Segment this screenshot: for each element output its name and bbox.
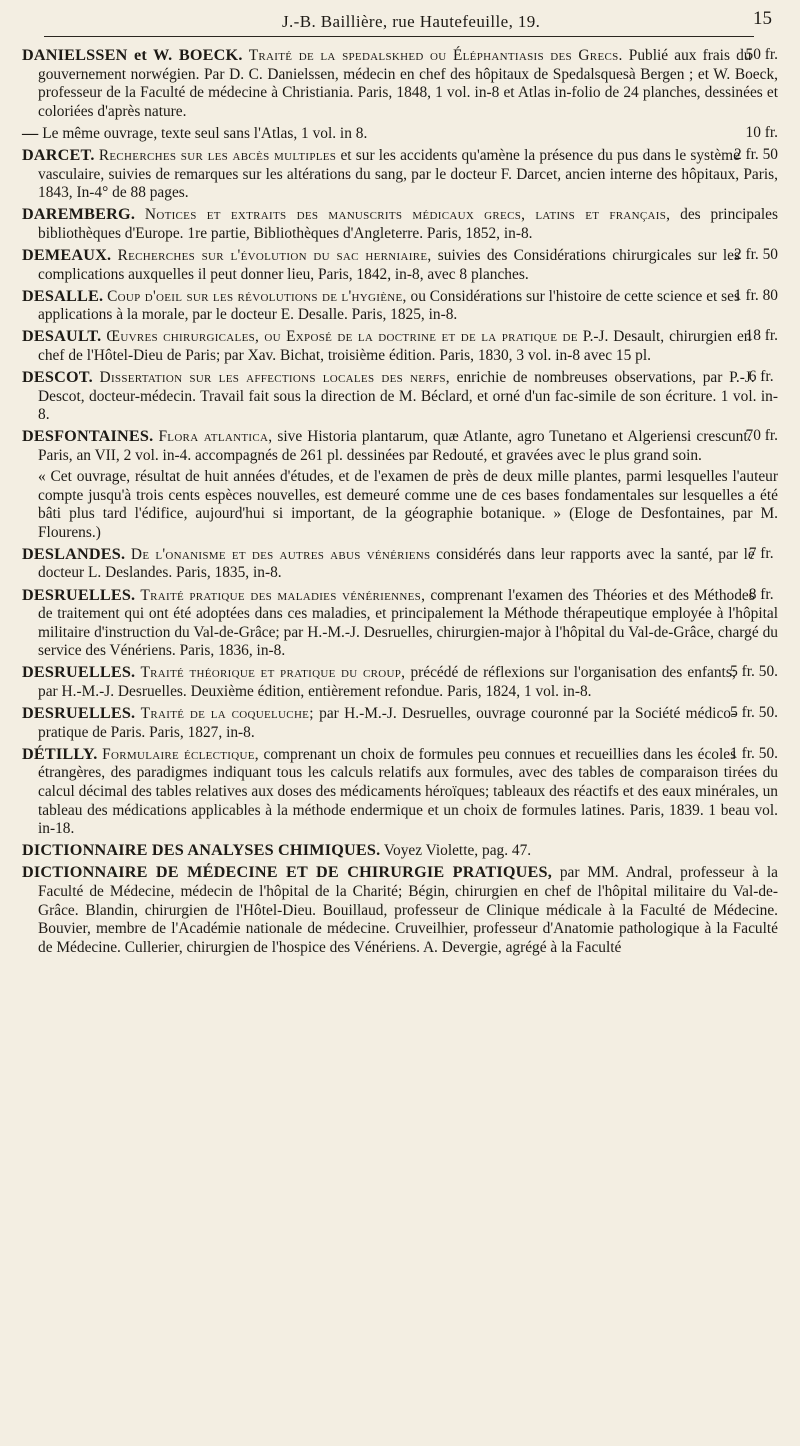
review-quote bbox=[22, 468, 778, 542]
entry-author: DESAULT. bbox=[22, 327, 102, 346]
entry-price: 70 fr. bbox=[745, 427, 778, 445]
entry-description: Publié aux frais du gouvernement norwégien. Par D. C. Danielssen, médecin en chef des hôpitaux de Spedalsquesà Bergen ; et W. Boeck, professeur de la Faculté de médecine à Christiania. Paris, 1848, 1 vol. in-8 et Atlas in-folio de 24 planches, dessinées et coloriées d'après nature. bbox=[38, 47, 778, 120]
entry-description: précédé de réflexions sur l'organisation des enfants; par H.-M.-J. Desruelles. Deuxième édition, entièrement refondue. Paris, 1824, 1 vol. in-8. bbox=[38, 664, 737, 700]
entry-author: DESLANDES. bbox=[22, 544, 126, 563]
entry-author: — bbox=[22, 123, 39, 142]
entry-title: De l'onanisme et des autres abus vénériens bbox=[130, 545, 431, 563]
catalogue-entry bbox=[22, 704, 778, 742]
entry-author: DARCET. bbox=[22, 145, 95, 164]
entry-title: Notices et extraits des manuscrits médicaux grecs, latins et français, bbox=[144, 206, 671, 224]
catalogue-entry bbox=[22, 287, 778, 325]
entry-author: DESRUELLES. bbox=[22, 704, 136, 723]
catalogue-entry bbox=[22, 586, 778, 661]
entry-title: Traité théorique et pratique du croup, bbox=[140, 664, 406, 682]
catalogue-entry bbox=[22, 663, 778, 701]
entry-title: Traité de la coqueluche; bbox=[140, 705, 314, 723]
entry-author: DÉTILLY. bbox=[22, 744, 98, 763]
entry-description: sive Historia plantarum, quæ Atlante, agro Tunetano et Algeriensi crescunt. Paris, an VII, 2 vol. in-4. accompagnés de 261 pl. dessinées par Redouté, et gravées avec le plus grand soin. bbox=[38, 428, 752, 464]
entry-description: et sur les accidents qu'amène la présence du pus dans le système vasculaire, suivies de remarques sur les altérations du sang, par le docteur F. Darcet, ancien interne des hôpitaux, Paris, 1843, In-4° de 88 pages. bbox=[38, 146, 778, 202]
entry-author: DESALLE. bbox=[22, 286, 104, 305]
entry-author: DAREMBERG. bbox=[22, 205, 136, 224]
entry-description: par MM. Andral, professeur à la Faculté de Médecine, médecin de l'hôpital de la Charité; Bégin, chirurgien en chef de l'hôpital militaire du Val-de-Grâce. Blandin, chirurgien de l'Hôtel-Dieu. Bouillaud, professeur de Clinique médicale à la Faculté de Médecine. Bouvier, membre de l'Académie nationale de médecine. Cruveilhier, professeur d'Anatomie pathologique à la Faculté de Médecine. Cullerier, chirurgien de l'hospice des Vénériens. A. Devergie, agrégé à la Faculté bbox=[38, 864, 778, 956]
entry-title: Flora atlantica, bbox=[158, 428, 273, 446]
running-head: J.-B. Baillière, rue Hautefeuille, 19. bbox=[282, 12, 541, 31]
entry-title: Traité pratique des maladies vénériennes, bbox=[140, 586, 426, 604]
entry-title: Formulaire éclectique, bbox=[102, 745, 259, 763]
catalogue-entry bbox=[22, 545, 778, 583]
entry-price: 5 fr. 50. bbox=[730, 704, 778, 722]
entry-price: 5 fr. 50. bbox=[730, 663, 778, 681]
entry-author: DICTIONNAIRE DES ANALYSES CHIMIQUES. bbox=[22, 841, 381, 860]
entry-title: Traité de la spedalskhed ou Éléphantiasis des Grecs. bbox=[248, 47, 623, 64]
page-header bbox=[22, 8, 778, 44]
entry-description: ou Considérations sur l'histoire de cette science et ses applications à la morale, par le docteur E. Desalle. Paris, 1825, in-8. bbox=[38, 287, 740, 324]
entry-description: par H.-M.-J. Desruelles, ouvrage couronné par la Société médico-pratique de Paris. Paris, 1827, in-8. bbox=[38, 705, 737, 741]
entry-price: 50 fr. bbox=[745, 46, 778, 63]
entry-price: 6 fr. bbox=[748, 368, 774, 385]
catalogue-entry bbox=[22, 205, 778, 243]
entry-price: 18 fr. bbox=[745, 327, 778, 345]
entry-price: 10 fr. bbox=[745, 123, 778, 141]
entry-description: P.-J. Desault, chirurgien en chef de l'Hôtel-Dieu de Paris; par Xav. Bichat, troisième édition. Paris, 1830, 3 vol. in-8 avec 15 pl. bbox=[38, 328, 752, 364]
catalogue-entry bbox=[22, 146, 778, 203]
entry-price: 2 fr. 50 bbox=[733, 245, 778, 263]
entry-description: des principales bibliothèques d'Europe. 1re partie, Bibliothèques d'Angleterre. Paris, 1852, in-8. bbox=[38, 206, 778, 242]
catalogue-entry bbox=[22, 246, 778, 284]
entry-title: Coup d'oeil sur les révolutions de l'hygiène, bbox=[107, 287, 407, 305]
catalogue-entry bbox=[22, 427, 778, 465]
entry-description: Voyez Violette, pag. 47. bbox=[383, 842, 532, 860]
entry-author: DICTIONNAIRE DE MÉDECINE ET DE CHIRURGIE PRATIQUES, bbox=[22, 863, 552, 882]
entry-price: 1 fr. 50. bbox=[730, 744, 778, 762]
entry-price: 7 fr. bbox=[748, 544, 774, 562]
catalogue-entry bbox=[22, 46, 778, 121]
catalogue-entry bbox=[22, 124, 778, 144]
catalogue-entry bbox=[22, 327, 778, 365]
catalogue-entry bbox=[22, 745, 778, 839]
entry-price: 2 fr. 50 bbox=[733, 145, 778, 163]
catalogue-entry bbox=[22, 368, 778, 425]
entry-title: Recherches sur l'évolution du sac herniaire, bbox=[117, 246, 432, 264]
entry-price: 1 fr. 80 bbox=[733, 286, 778, 304]
entry-title: Œuvres chirurgicales, ou Exposé de la doctrine et de la pratique de bbox=[106, 328, 578, 346]
entry-title: Dissertation sur les affections locales des nerfs, bbox=[99, 369, 450, 386]
entry-author: DEMEAUX. bbox=[22, 245, 112, 264]
catalogue-entry bbox=[22, 841, 778, 861]
catalogue-entry bbox=[22, 863, 778, 957]
entry-description: comprenant un choix de formules peu connues et recueillies dans les écoles étrangères, des paradigmes indiquant tous les calculs relatifs aux formules, avec des tables de comparaison tirées du calcul décimal des tables relatives aux doses des médicaments héroïques; tableaux des réactifs et des eaux minérales, un tableau des médications applicables à la méthode endermique et un choix de formules latines. Paris, 1839. 1 beau vol. in-18. bbox=[38, 745, 778, 838]
entry-author: DESFONTAINES. bbox=[22, 427, 154, 446]
entry-description: comprenant l'examen des Théories et des Méthodes de traitement qui ont été adoptées dans ces maladies, et principalement la Méthode thérapeutique employée à l'hôpital militaire d'instruction du Val-de-Grâce; par H.-M.-J. Desruelles, chirurgien-major à l'hôpital du Val-de-Grâce, chargé du service des Vénériens. Paris, 1836, in-8. bbox=[38, 586, 778, 660]
entry-author: DESRUELLES. bbox=[22, 663, 136, 682]
header-rule bbox=[44, 36, 754, 37]
entry-author: DANIELSSEN et W. BOECK. bbox=[22, 46, 243, 64]
entry-description: Le même ouvrage, texte seul sans l'Atlas, 1 vol. in 8. bbox=[42, 124, 368, 142]
entry-description: suivies des Considérations chirurgicales sur les complications auxquelles il peut donner lieu, Paris, 1842, in-8, avec 8 planches. bbox=[38, 246, 740, 283]
entry-description: considérés dans leur rapports avec la santé, par le docteur L. Deslandes. Paris, 1835, in-8. bbox=[38, 545, 755, 582]
catalogue-entries bbox=[22, 46, 778, 957]
entry-title: Recherches sur les abcès multiples bbox=[98, 146, 337, 164]
entry-description: enrichie de nombreuses observations, par P.-J. Descot, docteur-médecin. Travail fait sous la direction de M. Béclard, et orné d'un fac-simile de son écriture. 1 vol. in-8. bbox=[38, 369, 778, 424]
entry-price: 8 fr. bbox=[748, 585, 774, 603]
quote-source: (Eloge de Desfontaines, par M. Flourens.) bbox=[38, 505, 778, 541]
entry-author: DESCOT. bbox=[22, 368, 93, 386]
page-number: 15 bbox=[753, 8, 772, 29]
quote-text: « Cet ouvrage, résultat de huit années d'études, et de l'examen de près de deux mille plantes, parmi lesquelles l'auteur compte jusqu'à trois cents espèces nouvelles, est demeuré comme une de ces bases fondamentales sur lesquelles a été bâti plus tard l'édifice, aujourd'hui si important, de la géographie botanique. » bbox=[38, 467, 778, 523]
entry-author: DESRUELLES. bbox=[22, 585, 136, 604]
